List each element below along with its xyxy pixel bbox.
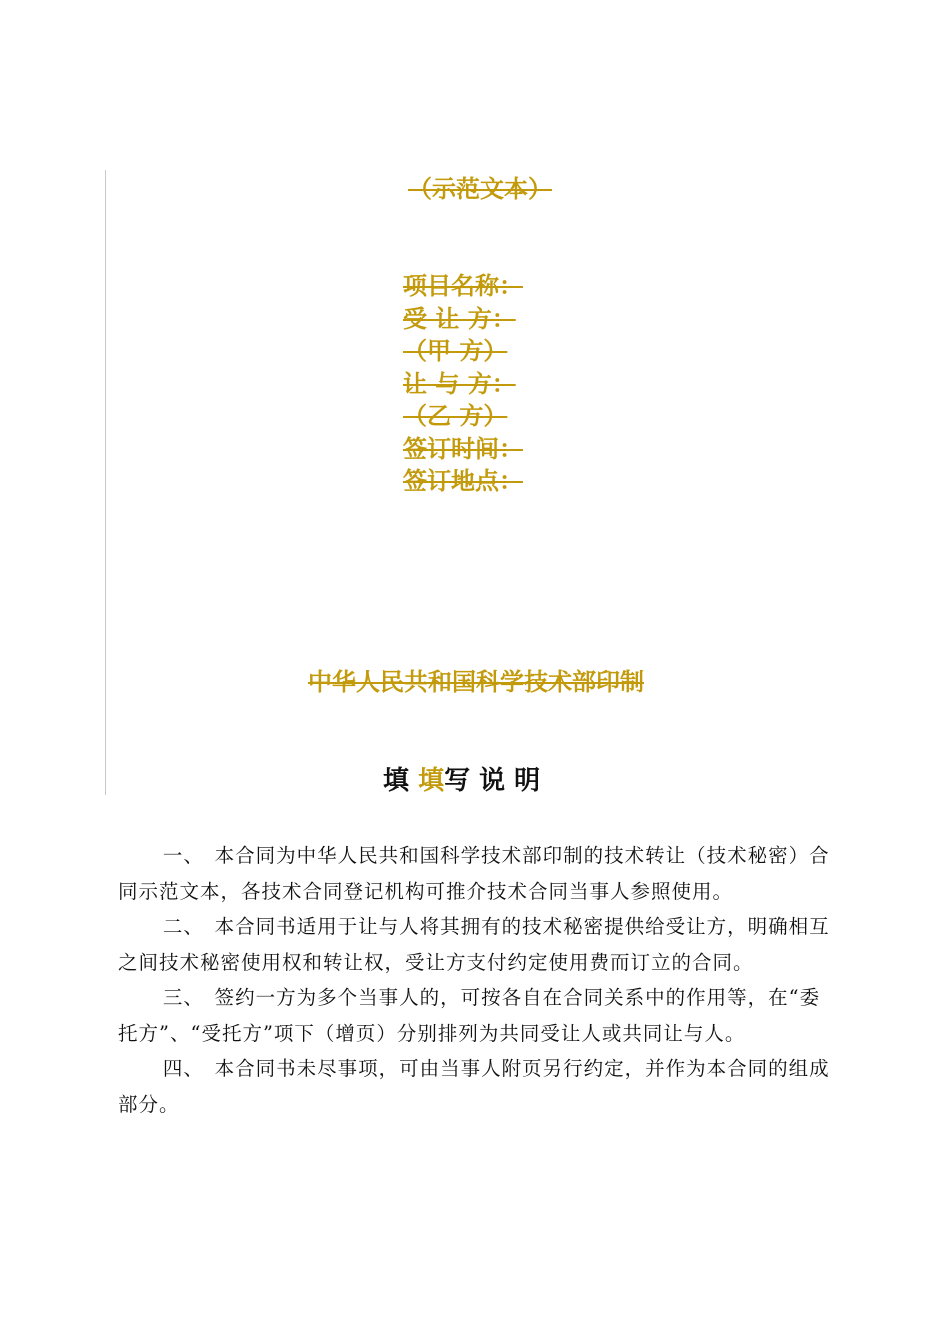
instruction-paragraph-3: 三、 签约一方为多个当事人的，可按各自在合同关系中的作用等，在“委托方”、“受托方”项下（增页）分别排列为共同受让人或共同让与人。 bbox=[118, 986, 821, 1045]
issuer-line: 中华人民共和国科学技术部印制 bbox=[308, 668, 644, 696]
field-party-a: （甲 方） bbox=[403, 337, 508, 365]
cover-fields bbox=[403, 270, 623, 498]
instruction-paragraph-4: 四、 本合同书未尽事项，可由当事人附页另行约定，并作为本合同的组成部分。 bbox=[118, 1057, 830, 1116]
title-part-1: 填 bbox=[383, 766, 419, 796]
instructions-body bbox=[118, 838, 838, 1122]
instruction-paragraph-2: 二、 本合同书适用于让与人将其拥有的技术秘密提供给受让方，明确相互之间技术秘密使用权和转让权，受让方支付约定使用费而订立的合同。 bbox=[118, 915, 830, 974]
instructions-title bbox=[383, 763, 540, 799]
title-part-2: 写 说 明 bbox=[444, 766, 541, 796]
field-project-name: 项目名称： bbox=[403, 272, 523, 300]
instruction-paragraph-1: 一、 本合同为中华人民共和国科学技术部印制的技术转让（技术秘密）合同示范文本，各技术合同登记机构可推介技术合同当事人参照使用。 bbox=[118, 844, 830, 903]
title-highlight: 填 bbox=[418, 766, 445, 796]
field-transferee: 受 让 方： bbox=[403, 304, 516, 333]
field-party-b: （乙 方） bbox=[403, 402, 508, 430]
field-transferor: 让 与 方： bbox=[403, 369, 516, 398]
field-signing-place: 签订地点： bbox=[403, 467, 523, 495]
sample-text-label: （示范文本） bbox=[408, 175, 552, 203]
revision-margin-line bbox=[105, 170, 106, 795]
field-signing-date: 签订时间： bbox=[403, 434, 523, 463]
